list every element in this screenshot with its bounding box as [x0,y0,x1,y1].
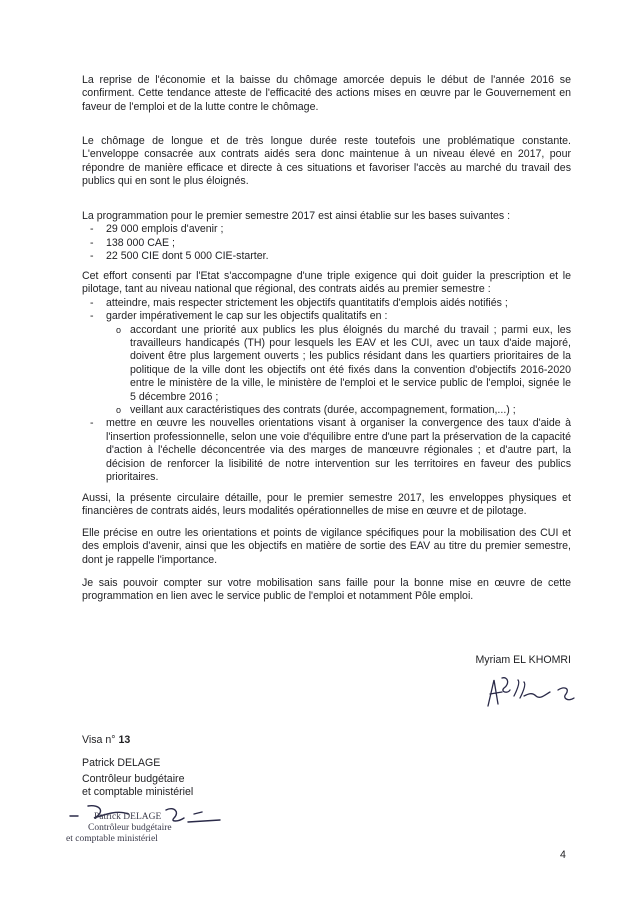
signer-name: Myriam EL KHOMRI [475,654,571,666]
visa-label: Visa n° [82,734,116,746]
paragraph-text: Elle précise en outre les orientations et points de vigilance spécifiques pour la mobilisation des CUI et des emplois d'avenir, ainsi que les objectifs en matière de sortie des EAV au titre du premier semestre, dont je rappelle l'importance. [82,527,571,566]
stamp-title: Contrôleur budgétaire [88,823,172,833]
sub-list [82,324,571,418]
paragraph-triple-requirement [82,270,571,485]
requirement-list [82,297,571,485]
controller-title: et comptable ministériel [82,786,194,798]
paragraph-text: La reprise de l'économie et la baisse du chômage amorcée depuis le début de l'année 2016 se confirment. Cette tendance atteste de l'efficacité des actions mises en œuvre par le Gouvernement en faveur de l'emploi et de la lutte contre le chômage. [82,74,571,113]
controller-title: Contrôleur budgétaire [82,773,185,785]
list-item: - 22 500 CIE dont 5 000 CIE-starter. [82,250,571,263]
visa-number: 13 [118,734,131,746]
list-item: - mettre en œuvre les nouvelles orientations visant à organiser la convergence des taux d'aide à l'insertion professionnelle, selon une voie d'équilibre entre d'une part la préservation de la capacité d'action à l'échelle déconcentrée via des marges de manœuvre régionales ; et d'autre part, la décision de renforcer la lisibilité de notre intervention sur les territoires en faveur des publics prioritaires. [82,417,571,484]
list-item: - 29 000 emplois d'avenir ; [82,223,571,236]
sub-list-item: o veillant aux caractéristiques des contrats (durée, accompagnement, formation,...) ; [82,404,571,417]
paragraph-text: Je sais pouvoir compter sur votre mobilisation sans faille pour la bonne mise en œuvre de cette programmation en lien avec le service public de l'emploi et notamment Pôle emploi. [82,577,571,603]
controller-name: Patrick DELAGE [82,757,161,769]
paragraph-text: La programmation pour le premier semestre 2017 est ainsi établie sur les bases suivantes : [82,210,511,222]
paragraph-closing [82,577,571,604]
list-item: - atteindre, mais respecter strictement les objectifs quantitatifs d'emplois aidés notifiés ; [82,297,571,310]
stamp-name: Patrick DELAGE [94,812,162,822]
visa-line [82,733,130,747]
controller-block [82,757,193,799]
stamp-title: et comptable ministériel [66,834,158,844]
programming-list [82,223,571,263]
controller-stamp [66,812,211,845]
paragraph-programming [82,210,571,264]
paragraph-circular-details [82,492,571,519]
list-item-text: garder impérativement le cap sur les objectifs qualitatifs en : [106,310,388,323]
paragraph-text: Le chômage de longue et de très longue durée reste toutefois une problématique constante. L'enveloppe consacrée aux contrats aidés sera donc maintenue à un niveau élevé en 2017, pour répondre de manière efficace et directe à ces situations et favoriser l'accès au marché du travail des publics qui en sont le plus éloignés. [82,135,571,188]
minister-signature [480,672,585,710]
paragraph-text: Aussi, la présente circulaire détaille, pour le premier semestre 2017, les enveloppes physiques et financières de contrats aidés, leurs modalités opérationnelles de mise en œuvre et de pilotage. [82,492,571,518]
page-number: 4 [560,849,566,861]
paragraph-text: Cet effort consenti par l'Etat s'accompagne d'une triple exigence qui doit guider la prescription et le pilotage, tant au niveau national que régional, des contrats aidés au premier semestre : [82,270,571,296]
paragraph-economy-recovery [82,74,571,114]
paragraph-orientations [82,527,571,567]
list-item: - 138 000 CAE ; [82,237,571,250]
paragraph-long-term-unemployment [82,135,571,189]
list-item [82,310,571,417]
sub-list-item: o accordant une priorité aux publics les plus éloignés du marché du travail ; parmi eux, les travailleurs handicapés (TH) pour lesquels les EAV et les CUI, avec un taux d'aide majoré, doivent être plus largement ouverts ; les publics résidant dans les quartiers prioritaires de la politique de la ville dont les objectifs ont été fixés dans la convention d'objectifs 2016-2020 entre le ministère de la ville, le ministère de l'emploi et le service public de l'emploi, signée le 5 décembre 2016 ; [82,324,571,404]
